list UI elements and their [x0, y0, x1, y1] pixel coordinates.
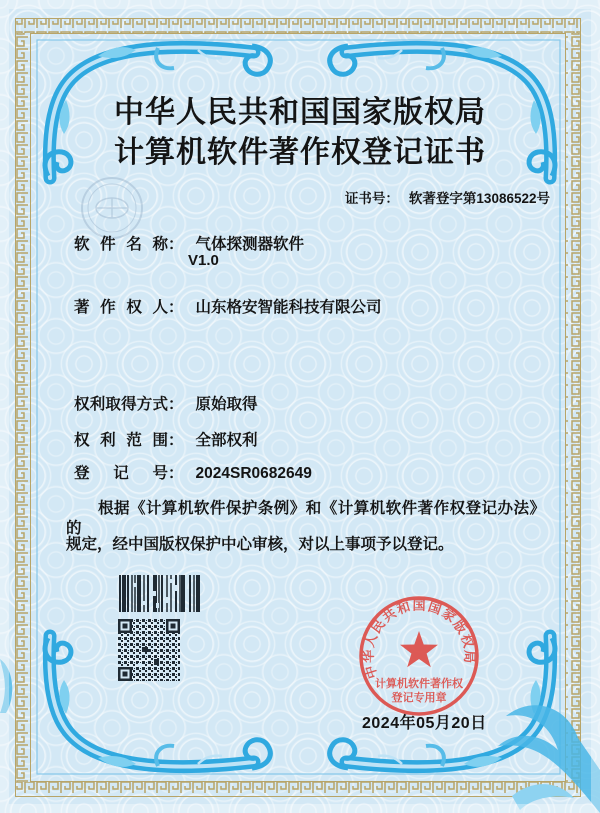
field-colon: ： — [168, 465, 184, 482]
field-row-registration-no — [74, 461, 312, 483]
certificate-number-label: 证书号： — [344, 191, 399, 206]
field-colon: ： — [168, 432, 184, 449]
barcode — [118, 575, 200, 612]
field-label: 著作权人 — [74, 299, 168, 316]
field-value: 气体探测器软件 — [195, 236, 305, 253]
certificate-number-value: 软著登字第13086522号 — [408, 191, 550, 206]
qr-code — [118, 619, 180, 681]
field-row-copyright-owner — [74, 295, 382, 317]
title-line-1: 中华人民共和国国家版权局 — [114, 95, 486, 130]
field-value: 原始取得 — [195, 396, 258, 413]
official-seal — [357, 594, 481, 718]
field-value: 2024SR0682649 — [195, 465, 312, 482]
field-colon: ： — [168, 396, 184, 413]
title-line-2: 计算机软件著作权登记证书 — [114, 135, 486, 170]
field-value: 山东格安智能科技有限公司 — [195, 299, 382, 316]
field-row-rights-scope — [74, 428, 258, 450]
field-label: 登记号 — [74, 465, 168, 482]
field-colon: ： — [168, 236, 184, 253]
field-label: 软件名称 — [74, 236, 168, 253]
statement-line-1: 根据《计算机软件保护条例》和《计算机软件著作权登记办法》的 — [66, 500, 545, 537]
seal-line-2: 登记专用章 — [391, 692, 447, 704]
seal-ring-text: 中华人民共和国国家版权局 — [360, 597, 478, 681]
certificate-number — [345, 187, 550, 207]
seal-line-1: 计算机软件著作权 — [375, 678, 463, 690]
field-label: 权利取得方式 — [74, 396, 168, 413]
issue-date: 2024年05月20日 — [362, 715, 487, 732]
field-row-acquisition-method — [74, 392, 258, 414]
field-row-software-name — [74, 232, 304, 254]
software-version: V1.0 — [188, 252, 219, 269]
field-value: 全部权利 — [195, 432, 258, 449]
field-label: 权利范围 — [74, 432, 168, 449]
watermark-emblem — [82, 178, 142, 238]
statement-line-2: 规定，经中国版权保护中心审核，对以上事项予以登记。 — [66, 536, 454, 553]
seal-star-icon — [400, 631, 438, 667]
field-colon: ： — [168, 299, 184, 316]
